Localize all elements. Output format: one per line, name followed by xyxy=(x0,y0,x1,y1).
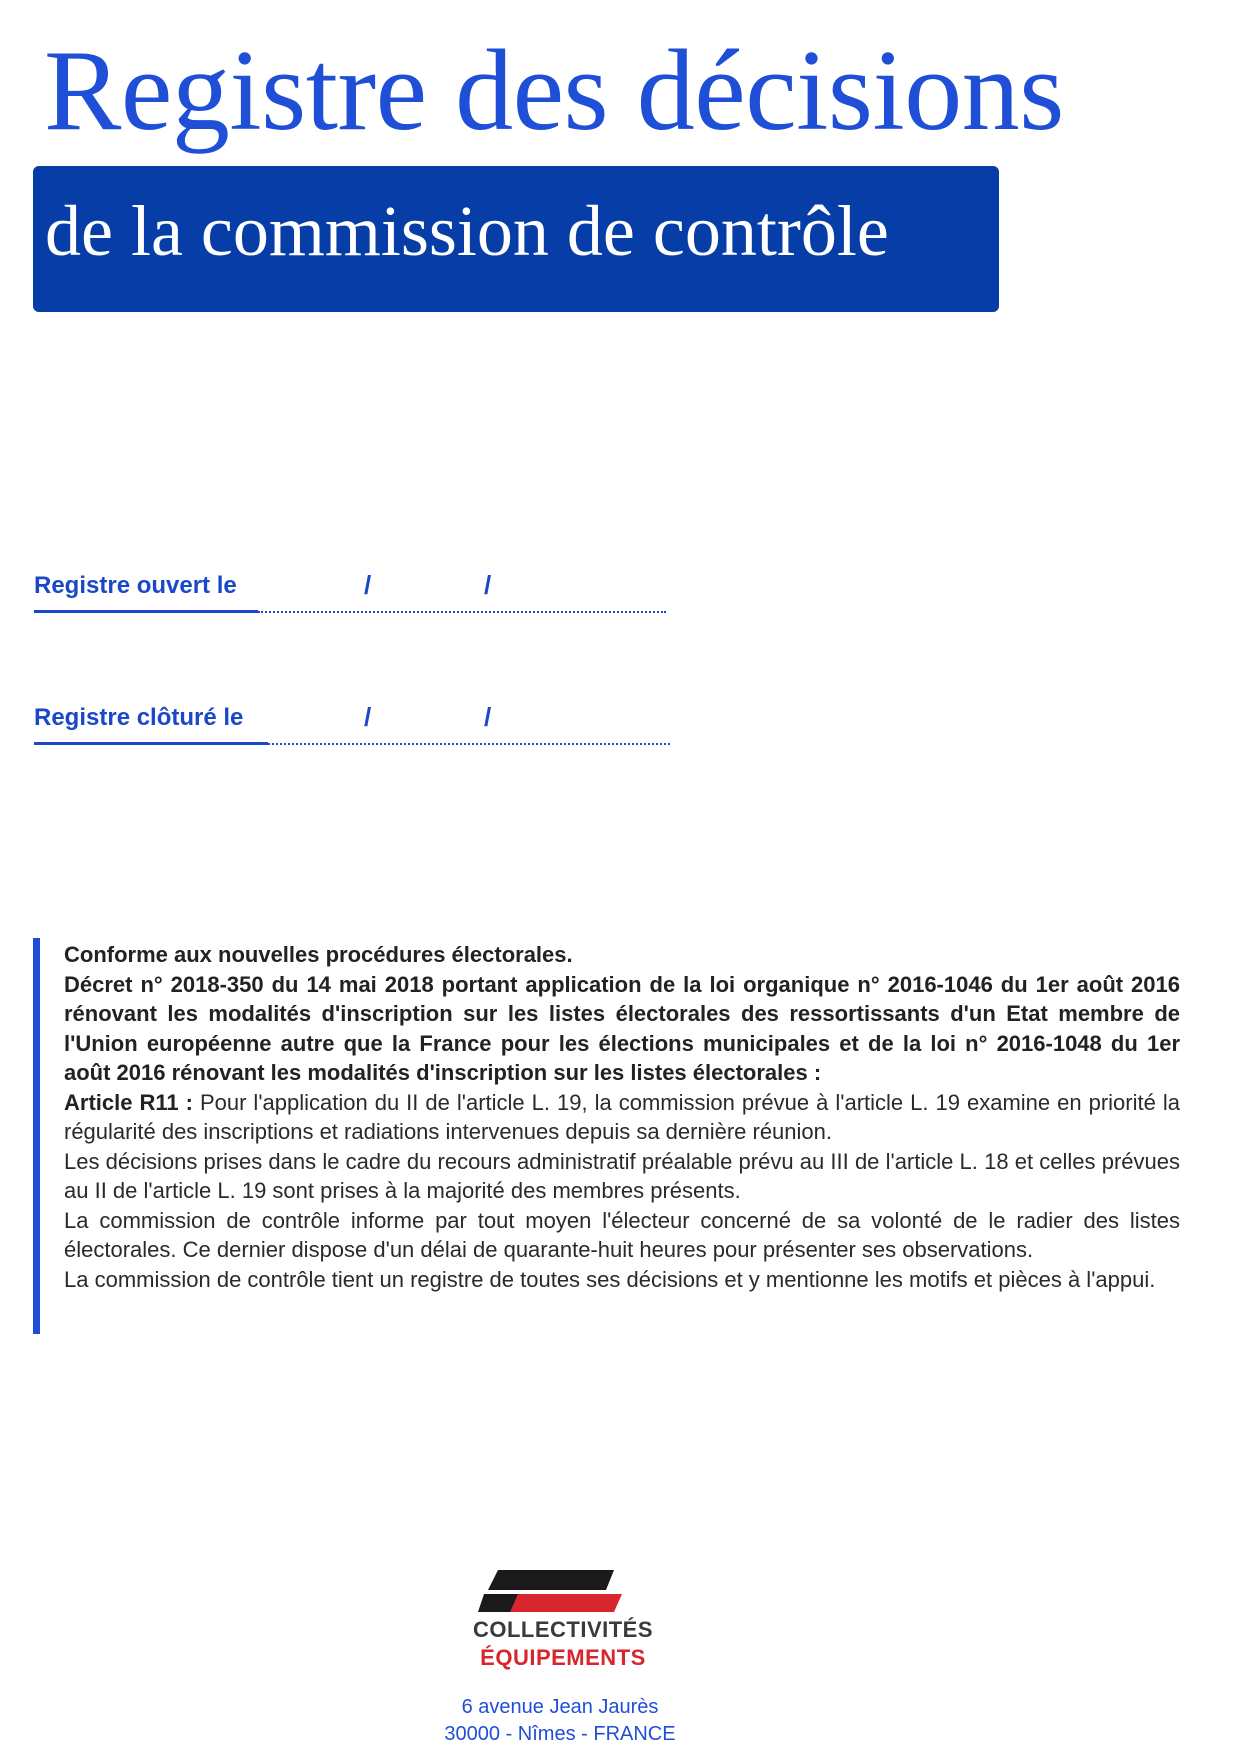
legal-paragraph: Les décisions prises dans le cadre du recours administratif préalable prévu au III de l'article L. 18 et celles prévues au II de l'article L. 19 sont prises à la majorité des membres présents. xyxy=(64,1148,1180,1203)
publisher-logo-text xyxy=(468,1616,658,1672)
subtitle-banner xyxy=(33,166,999,312)
legal-paragraph: La commission de contrôle informe par tout moyen l'électeur concerné de sa volonté de le radier des listes électorales. Ce dernier dispose d'un délai de quarante-huit heures pour présenter ses observations. xyxy=(64,1207,1180,1262)
label-underline xyxy=(34,742,268,745)
register-opened-label: Registre ouvert le xyxy=(34,572,237,599)
article-text: Pour l'application du II de l'article L. 19, la commission prévue à l'article L. 19 examine en priorité la régularité des inscriptions et radiations intervenues depuis sa dernière réunion. xyxy=(64,1089,1180,1144)
register-opened-line[interactable] xyxy=(34,572,634,632)
date-dotted-line xyxy=(268,743,670,745)
article-label: Article R11 : xyxy=(64,1089,193,1115)
page-subtitle: de la commission de contrôle xyxy=(45,191,889,271)
register-closed-line[interactable] xyxy=(34,704,634,764)
address-line-2: 30000 - Nîmes - FRANCE xyxy=(444,1723,676,1745)
register-closed-label: Registre clôturé le xyxy=(34,704,244,731)
date-separator: / xyxy=(364,570,372,600)
legal-decree: Décret n° 2018-350 du 14 mai 2018 portant application de la loi organique n° 2016-1046 du 1er août 2016 rénovant les modalités d'inscription sur les listes électorales des ressortissants d'un Etat membre de l'Union européenne autre que la France pour les élections municipales et de la loi n° 2016-1048 du 1er août 2016 rénovant les modalités d'inscription sur les listes électorales : xyxy=(64,971,1180,1085)
date-separator: / xyxy=(364,702,372,732)
legal-notice xyxy=(64,940,1180,1294)
logo-line-2: ÉQUIPEMENTS xyxy=(480,1645,646,1670)
page-title: Registre des décisions xyxy=(44,27,1064,155)
date-separator: / xyxy=(484,570,492,600)
date-separator: / xyxy=(484,702,492,732)
publisher-address xyxy=(400,1694,720,1748)
legal-heading: Conforme aux nouvelles procédures électorales. xyxy=(64,942,573,967)
date-dotted-line xyxy=(258,611,666,613)
article-paragraph xyxy=(64,1088,1180,1147)
address-line-1: 6 avenue Jean Jaurès xyxy=(461,1696,659,1718)
logo-line-1: COLLECTIVITÉS xyxy=(472,1617,654,1642)
label-underline xyxy=(34,610,258,613)
legal-accent-bar xyxy=(33,938,40,1334)
legal-paragraph: La commission de contrôle tient un registre de toutes ses décisions et y mentionne les motifs et pièces à l'appui. xyxy=(64,1266,1156,1292)
